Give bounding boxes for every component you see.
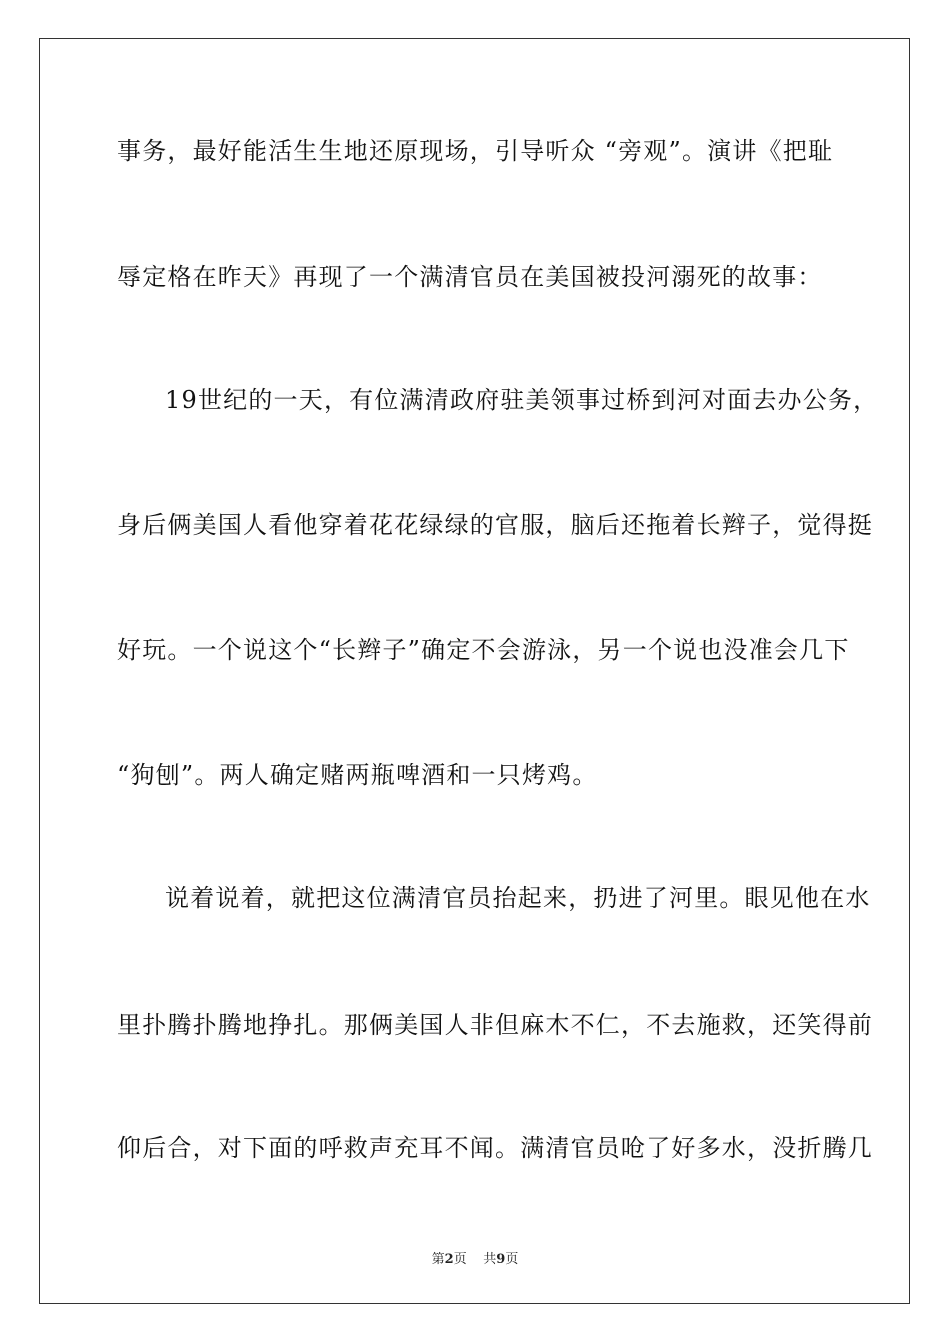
text-line: 身后俩美国人看他穿着花花绿绿的官服，脑后还拖着长辫子，觉得挺 — [117, 511, 873, 539]
text-line: “狗刨”。两人确定赌两瓶啤酒和一只烤鸡。 — [117, 761, 598, 789]
text-line: 好玩。一个说这个“长辫子”确定不会游泳，另一个说也没准会几下 — [117, 636, 850, 664]
page-total: 共9页 — [483, 1252, 519, 1267]
text-line: 里扑腾扑腾地挣扎。那俩美国人非但麻木不仁，不去施救，还笑得前 — [117, 1011, 873, 1039]
page-number: 第2页 — [431, 1252, 467, 1267]
text-line: 事务，最好能活生生地还原现场，引导听众 “旁观”。演讲《把耻 — [117, 137, 834, 165]
text-line: 辱定格在昨天》再现了一个满清官员在美国被投河溺死的故事： — [117, 263, 823, 291]
text-line: 仰后合，对下面的呼救声充耳不闻。满清官员呛了好多水，没折腾几 — [117, 1134, 873, 1162]
paragraph-first-line: 19世纪的一天，有位满清政府驻美领事过桥到河对面去办公务， — [165, 386, 879, 414]
paragraph-first-line: 说着说着，就把这位满清官员抬起来，扔进了河里。眼见他在水 — [165, 884, 871, 912]
page-footer — [0, 1248, 950, 1267]
page-border — [39, 38, 910, 1304]
